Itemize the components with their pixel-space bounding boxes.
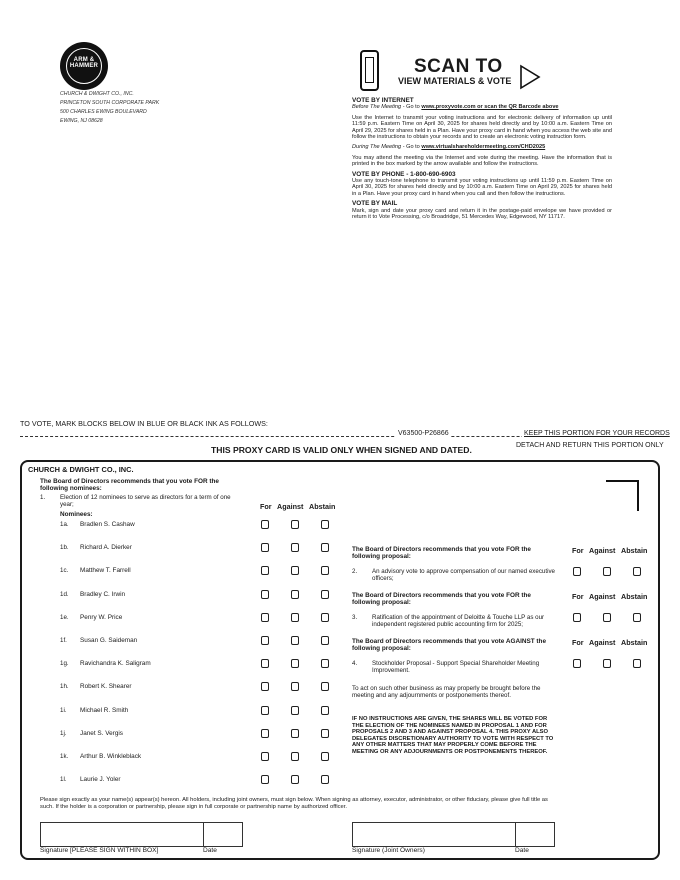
nominee-name: Matthew T. Farrell [80, 567, 131, 575]
nominee-against-checkbox[interactable] [291, 682, 299, 691]
nominee-for-checkbox[interactable] [261, 613, 269, 622]
nominee-number: 1f. [60, 637, 67, 644]
column-abstain: Abstain [309, 502, 336, 511]
during-body: You may attend the meeting via the Internet and vote during the meeting. Have the information that is printed in the box marked by the arrow available and follow the instructions. [352, 154, 612, 168]
signature-date-box[interactable] [203, 822, 243, 847]
phone-heading: VOTE BY PHONE - 1-800-690-6903 [352, 170, 456, 178]
nominee-number: 1e. [60, 613, 69, 621]
column-for: For [260, 502, 272, 511]
scan-subtitle: VIEW MATERIALS & VOTE [398, 76, 512, 86]
mail-body: Mark, sign and date your proxy card and return it in the postage-paid envelope we have provided or return it to Vote Processing, c/o Broadridge, 51 Mercedes Way, Edgewood, NY 11717. [352, 207, 612, 221]
nominee-for-checkbox[interactable] [261, 752, 269, 761]
nominee-against-checkbox[interactable] [291, 659, 299, 668]
column-against: Against [589, 592, 616, 601]
no-instructions-notice: IF NO INSTRUCTIONS ARE GIVEN, THE SHARES WILL BE VOTED FOR THE ELECTION OF THE NOMINEES NAMED IN PROPOSAL 1 AND FOR PROPOSALS 2 AND 3 AND AGAINST PROPOSAL 4. THIS PROXY ALSO DELEGATES DISCRETIONARY AUTHORITY TO VOTE WITH RESPECT TO ANY OTHER MATTERS THAT MAY PROPERLY COME BEFORE THE MEETING OR ANY ADJOURNMENTS OR POSTPONEMENTS THEREOF. [352, 716, 554, 755]
nominee-number: 1d. [60, 590, 69, 598]
meeting-link[interactable]: www.virtualshareholdermeeting.com/CHD2025 [421, 144, 546, 151]
proposal4-recommendation: The Board of Directors recommends that you vote AGAINST the following proposal: [352, 638, 546, 652]
nominee-number: 1c. [60, 567, 69, 575]
voting-instructions [352, 98, 612, 221]
nominee-for-checkbox[interactable] [261, 659, 269, 668]
nominee-against-checkbox[interactable] [291, 636, 299, 645]
nominee-number: 1i. [60, 706, 67, 714]
nominee-for-checkbox[interactable] [261, 636, 269, 645]
proposal4-text: Stockholder Proposal - Support Special Shareholder Meeting Improvement. [372, 660, 540, 674]
proposal3-against-checkbox[interactable] [603, 613, 611, 622]
nominee-abstain-checkbox[interactable] [321, 613, 329, 622]
column-abstain: Abstain [621, 546, 648, 555]
nominee-number: 1b. [60, 544, 69, 552]
nominee-abstain-checkbox[interactable] [321, 520, 329, 529]
nominee-for-checkbox[interactable] [261, 566, 269, 575]
nominee-against-checkbox[interactable] [291, 613, 299, 622]
nominee-against-checkbox[interactable] [291, 543, 299, 552]
internet-heading: VOTE BY INTERNET [352, 97, 414, 104]
date-label: Date [203, 847, 217, 854]
proposal4-for-checkbox[interactable] [573, 659, 581, 668]
column-for: For [572, 638, 584, 647]
signature-box[interactable] [40, 822, 204, 847]
joint-date-label: Date [515, 847, 529, 854]
proposal3-text: Ratification of the appointment of Deloitte & Touche LLP as our independent registered public accounting firm for 2025; [372, 614, 545, 628]
nominee-for-checkbox[interactable] [261, 543, 269, 552]
nominee-against-checkbox[interactable] [291, 729, 299, 738]
nominee-number: 1l. [60, 776, 67, 784]
nominee-name: Robert K. Shearer [80, 683, 132, 691]
other-business: To act on such other business as may properly be brought before the meeting and any adjournments or postponements thereof. [352, 685, 541, 699]
company-address [60, 90, 159, 126]
nominee-against-checkbox[interactable] [291, 752, 299, 761]
nominee-abstain-checkbox[interactable] [321, 659, 329, 668]
nominee-name: Bradley C. Irwin [80, 590, 126, 598]
proposal2-text: An advisory vote to approve compensation of our named executive officers; [372, 568, 555, 582]
proposal3-recommendation: The Board of Directors recommends that you vote FOR the following proposal: [352, 592, 531, 606]
nominee-name: Bradlen S. Cashaw [80, 521, 135, 528]
nominee-name: Janet S. Vergis [80, 729, 123, 737]
nominee-abstain-checkbox[interactable] [321, 566, 329, 575]
nominee-name: Laurie J. Yoler [80, 776, 121, 784]
nominee-for-checkbox[interactable] [261, 682, 269, 691]
nominee-name: Susan G. Saideman [80, 637, 138, 644]
nominee-number: 1h. [60, 683, 69, 691]
column-abstain: Abstain [621, 638, 648, 647]
nominee-abstain-checkbox[interactable] [321, 729, 329, 738]
column-against: Against [589, 638, 616, 647]
nominee-name: Arthur B. Winkleblack [80, 753, 142, 760]
keep-portion-label: KEEP THIS PORTION FOR YOUR RECORDS [524, 430, 670, 437]
nominee-for-checkbox[interactable] [261, 520, 269, 529]
during-line [352, 144, 612, 150]
proposal3-abstain-checkbox[interactable] [633, 613, 641, 622]
proposal3-number: 3. [352, 614, 358, 621]
nominee-for-checkbox[interactable] [261, 775, 269, 784]
nominee-for-checkbox[interactable] [261, 706, 269, 715]
nominee-abstain-checkbox[interactable] [321, 682, 329, 691]
column-abstain: Abstain [621, 592, 648, 601]
nominee-number: 1g. [60, 660, 69, 668]
nominee-for-checkbox[interactable] [261, 590, 269, 599]
during-text: - Go to [401, 144, 422, 151]
nominee-abstain-checkbox[interactable] [321, 752, 329, 761]
nominee-recommendation: The Board of Directors recommends that you vote FOR the following nominees: [40, 478, 219, 492]
during-label: During The Meeting [352, 144, 402, 151]
proposal4-abstain-checkbox[interactable] [633, 659, 641, 668]
nominee-name: Richard A. Dierker [80, 544, 132, 552]
column-for: For [572, 592, 584, 601]
internet-body: Use the Internet to transmit your voting instructions and for electronic delivery of information up until 11:59 p.m. Eastern Time on April 30, 2025 for shares held directly and by 10:00 a.m. Eastern Time on April 29, 2025 for shares held in a Plan. Have your proxy card in hand when you access the web site and follow the instructions to obtain your records and to create an electronic voting instruction form. [352, 114, 612, 141]
item1-number: 1. [40, 494, 46, 501]
item1-text: Election of 12 nominees to serve as directors for a term of one year; [60, 494, 231, 508]
company-logo [60, 42, 108, 90]
before-label: Before The Meeting [352, 104, 402, 111]
address-line: CHURCH & DWIGHT CO., INC. [60, 91, 134, 97]
signing-instructions: Please sign exactly as your name(s) appear(s) hereon. All holders, including joint owners, must sign below. When signing as attorney, executor, administrator, or other fiduciary, please give full title as such. If the holder is a corporation or partnership, please sign in full corporate or partnership name by authorized officer. [40, 797, 548, 810]
internet-before-line [352, 104, 612, 110]
mail-heading: VOTE BY MAIL [352, 200, 398, 208]
column-against: Against [277, 502, 304, 511]
nominee-for-checkbox[interactable] [261, 729, 269, 738]
proposal4-against-checkbox[interactable] [603, 659, 611, 668]
nominee-abstain-checkbox[interactable] [321, 706, 329, 715]
proposal4-number: 4. [352, 660, 358, 667]
nominee-against-checkbox[interactable] [291, 566, 299, 575]
nominee-number: 1k. [60, 753, 69, 760]
column-for: For [572, 546, 584, 555]
nominee-abstain-checkbox[interactable] [321, 543, 329, 552]
nominee-name: Michael R. Smith [80, 706, 129, 714]
card-company: CHURCH & DWIGHT CO., INC. [28, 465, 134, 474]
nominee-against-checkbox[interactable] [291, 590, 299, 599]
proposal2-recommendation: The Board of Directors recommends that you vote FOR the following proposal: [352, 546, 531, 560]
before-text: - Go to [401, 104, 422, 111]
nominee-abstain-checkbox[interactable] [321, 775, 329, 784]
nominee-abstain-checkbox[interactable] [321, 636, 329, 645]
nominee-against-checkbox[interactable] [291, 706, 299, 715]
proxyvote-link[interactable]: www.proxyvote.com or scan the QR Barcode above [421, 104, 559, 111]
nominee-against-checkbox[interactable] [291, 775, 299, 784]
nominee-number: 1a. [60, 521, 69, 528]
nominee-name: Ravichandra K. Saligram [80, 660, 151, 668]
scan-title: SCAN TO [414, 56, 503, 77]
proposal2-abstain-checkbox[interactable] [633, 567, 641, 576]
proposal3-for-checkbox[interactable] [573, 613, 581, 622]
phone-icon [360, 50, 379, 91]
joint-signature-box[interactable] [352, 822, 516, 847]
column-against: Against [589, 546, 616, 555]
address-line: PRINCETON SOUTH CORPORATE PARK [60, 100, 160, 106]
corner-mark [606, 480, 639, 511]
address-line: EWING, NJ 08628 [60, 118, 103, 124]
nominee-number: 1j. [60, 729, 67, 737]
play-arrow-icon [519, 64, 541, 90]
nominees-label: Nominees: [60, 511, 93, 518]
ink-instruction: TO VOTE, MARK BLOCKS BELOW IN BLUE OR BLACK INK AS FOLLOWS: [20, 419, 268, 428]
nominee-name: Penry W. Price [80, 613, 123, 621]
valid-notice: THIS PROXY CARD IS VALID ONLY WHEN SIGNED AND DATED. [211, 445, 472, 455]
detach-label: DETACH AND RETURN THIS PORTION ONLY [516, 442, 664, 449]
nominee-abstain-checkbox[interactable] [321, 590, 329, 599]
proposal2-for-checkbox[interactable] [573, 567, 581, 576]
phone-body: Use any touch-tone telephone to transmit your voting instructions up until 11:59 p.m. Eastern Time on April 30, 2025 for shares held directly and by 10:00 a.m. Eastern Time on April 29, 2025 for shares held in a Plan. Have your proxy card in hand when you call and then follow the instructions. [352, 178, 612, 197]
joint-date-box[interactable] [515, 822, 555, 847]
nominee-against-checkbox[interactable] [291, 520, 299, 529]
joint-signature-label: Signature (Joint Owners) [352, 847, 425, 854]
address-line: 500 CHARLES EWING BOULEVARD [60, 109, 147, 115]
signature-label: Signature [PLEASE SIGN WITHIN BOX] [40, 847, 159, 854]
control-code: V63500-P26866 [398, 430, 449, 437]
logo-text: ARM & HAMMER [69, 57, 99, 69]
proposal2-number: 2. [352, 568, 358, 575]
proposal2-against-checkbox[interactable] [603, 567, 611, 576]
